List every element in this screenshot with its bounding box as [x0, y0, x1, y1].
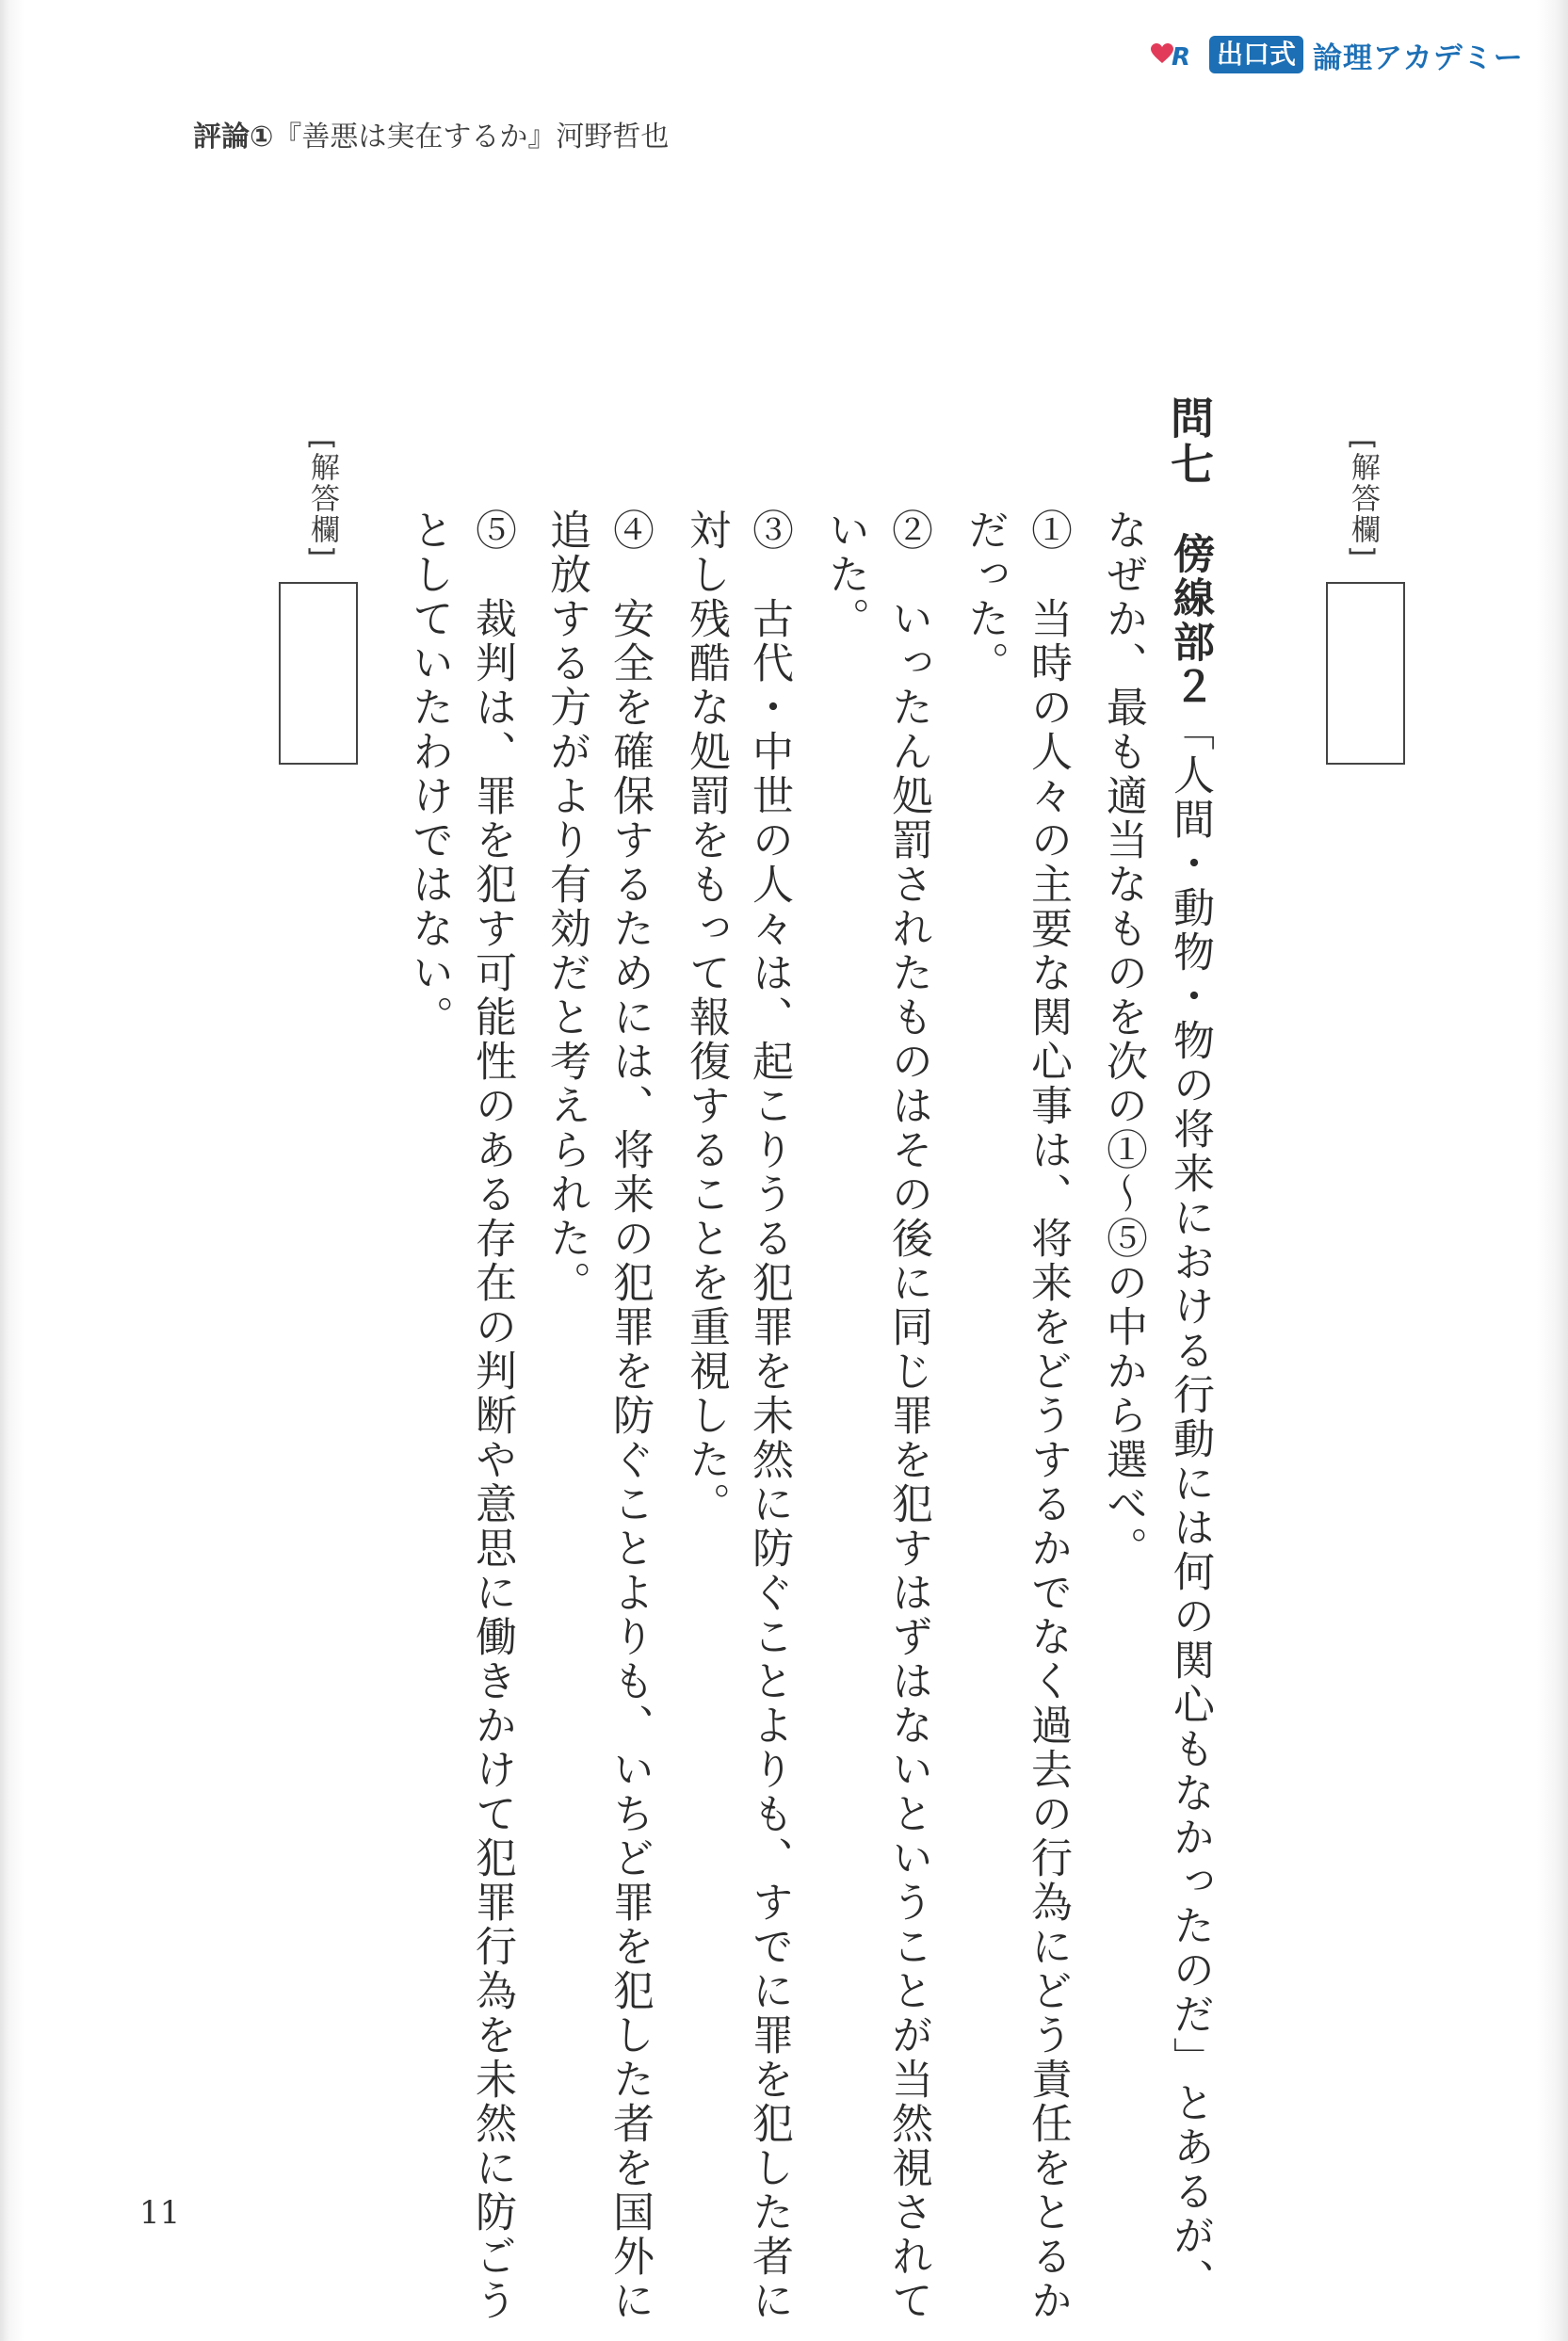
choice-1-line1: ① 当時の人々の主要な関心事は、将来をどうするかでなく過去の行為にどう責任をとるか: [1024, 509, 1072, 2323]
choice-4-line2: 追放する方がより有効だと考えられた。: [542, 509, 590, 1305]
running-head: [193, 113, 669, 154]
question-text-line2: なぜか、最も適当なものを次の①～⑤の中から選べ。: [1099, 509, 1147, 1571]
brand-name: 論理アカデミー: [1313, 40, 1524, 75]
publisher-brand: [1147, 32, 1543, 77]
choice-5-line1: ⑤ 裁判は、罪を犯す可能性のある存在の判断や意思に働きかけて犯罪行為を未然に防ごう: [468, 509, 516, 2323]
question-header: [1164, 396, 1215, 2302]
running-head-genre: 評論①: [193, 121, 274, 153]
choice-5-line2: としていたわけではない。: [405, 509, 453, 1040]
question-text-line1: 「人間・動物・物の将来における行動には何の関心もなかったのだ」とあるが、: [1166, 709, 1214, 2302]
answer-label-current: [解答欄]: [305, 439, 339, 559]
choice-2-line1: ② いったん処罰されたものはその後に同じ罪を犯すはずはないということが当然視されて: [884, 509, 932, 2323]
answer-box-previous[interactable]: [1326, 582, 1405, 765]
question-target: 傍線部２: [1166, 532, 1214, 709]
heart-icon: [1151, 43, 1173, 64]
answer-label-previous: [解答欄]: [1346, 439, 1380, 559]
brand-badge: 出口式: [1209, 36, 1303, 73]
answer-box-current[interactable]: [279, 582, 358, 765]
running-head-title: 『善悪は実在するか』河野哲也: [273, 121, 670, 153]
heart-r-logo-icon: R: [1147, 34, 1202, 75]
choice-2-line2: いた。: [821, 509, 869, 641]
choice-1-line2: だった。: [961, 509, 1009, 686]
question-label: 問七: [1164, 396, 1215, 488]
choice-3-line1: ③ 古代・中世の人々は、起こりうる犯罪を未然に防ぐことよりも、すでに罪を犯した者に: [745, 509, 793, 2323]
choice-4-line1: ④ 安全を確保するためには、将来の犯罪を防ぐことよりも、いちど罪を犯した者を国外に: [606, 509, 654, 2323]
page-number: 11: [139, 2194, 181, 2232]
choice-3-line2: 対し残酷な処罰をもって報復することを重視した。: [682, 509, 730, 1526]
